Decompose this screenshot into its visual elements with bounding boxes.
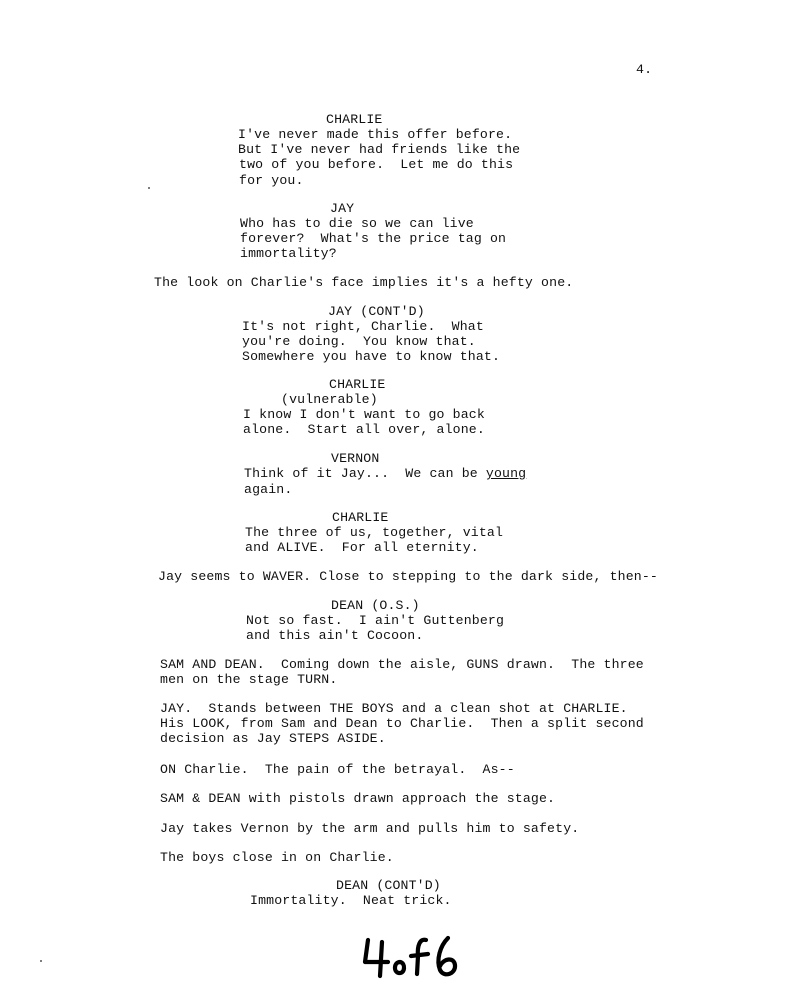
action-line: The look on Charlie's face implies it's a hefty one. [154, 275, 574, 290]
dialogue-text: Think of it Jay... We can be [244, 466, 486, 481]
dialogue-line: for you. [239, 173, 304, 188]
character-cue: CHARLIE [329, 377, 386, 392]
dialogue-line: alone. Start all over, alone. [243, 422, 485, 437]
character-cue: DEAN (CONT'D) [336, 878, 441, 893]
underlined-word: young [485, 466, 527, 481]
dialogue-line: Who has to die so we can live [240, 216, 474, 231]
page-number: 4. [636, 62, 653, 77]
dialogue-line: forever? What's the price tag on [240, 231, 507, 246]
action-line: ON Charlie. The pain of the betrayal. As-- [160, 762, 515, 777]
action-line: Jay takes Vernon by the arm and pulls him to safety. [160, 821, 580, 836]
dialogue-line: Somewhere you have to know that. [242, 349, 501, 364]
action-line: SAM AND DEAN. Coming down the aisle, GUNS drawn. The three [160, 657, 644, 672]
dialogue-line: Not so fast. I ain't Guttenberg [246, 613, 505, 628]
action-line: decision as Jay STEPS ASIDE. [160, 731, 386, 746]
dialogue-line: immortality? [240, 246, 337, 261]
dialogue-line: I've never made this offer before. [238, 127, 513, 142]
action-line: The boys close in on Charlie. [160, 850, 394, 865]
dialogue-line: Immortality. Neat trick. [250, 893, 452, 908]
scan-speck [40, 960, 42, 962]
dialogue-line: I know I don't want to go back [243, 407, 485, 422]
dialogue-line: and this ain't Cocoon. [246, 628, 424, 643]
action-line: SAM & DEAN with pistols drawn approach the stage. [160, 791, 556, 806]
character-cue: CHARLIE [326, 112, 383, 127]
action-line: JAY. Stands between THE BOYS and a clean shot at CHARLIE. [160, 701, 628, 716]
parenthetical: (vulnerable) [281, 392, 378, 407]
character-cue: JAY (CONT'D) [328, 304, 425, 319]
handwritten-page-note [362, 934, 472, 980]
action-line: His LOOK, from Sam and Dean to Charlie. Then a split second [160, 716, 644, 731]
dialogue-line: two of you before. Let me do this [239, 157, 514, 172]
dialogue-line: It's not right, Charlie. What [242, 319, 484, 334]
dialogue-line: The three of us, together, vital [245, 525, 504, 540]
dialogue-line: But I've never had friends like the [238, 142, 521, 157]
character-cue: JAY [330, 201, 355, 216]
action-line: Jay seems to WAVER. Close to stepping to the dark side, then-- [158, 569, 658, 584]
dialogue-line: you're doing. You know that. [242, 334, 476, 349]
scan-speck [148, 187, 150, 189]
dialogue-line: and ALIVE. For all eternity. [245, 540, 479, 555]
character-cue: CHARLIE [332, 510, 389, 525]
action-line: men on the stage TURN. [160, 672, 338, 687]
character-cue: DEAN (O.S.) [331, 598, 420, 613]
character-cue: VERNON [331, 451, 380, 466]
dialogue-line [244, 466, 526, 482]
dialogue-line: again. [244, 482, 293, 497]
